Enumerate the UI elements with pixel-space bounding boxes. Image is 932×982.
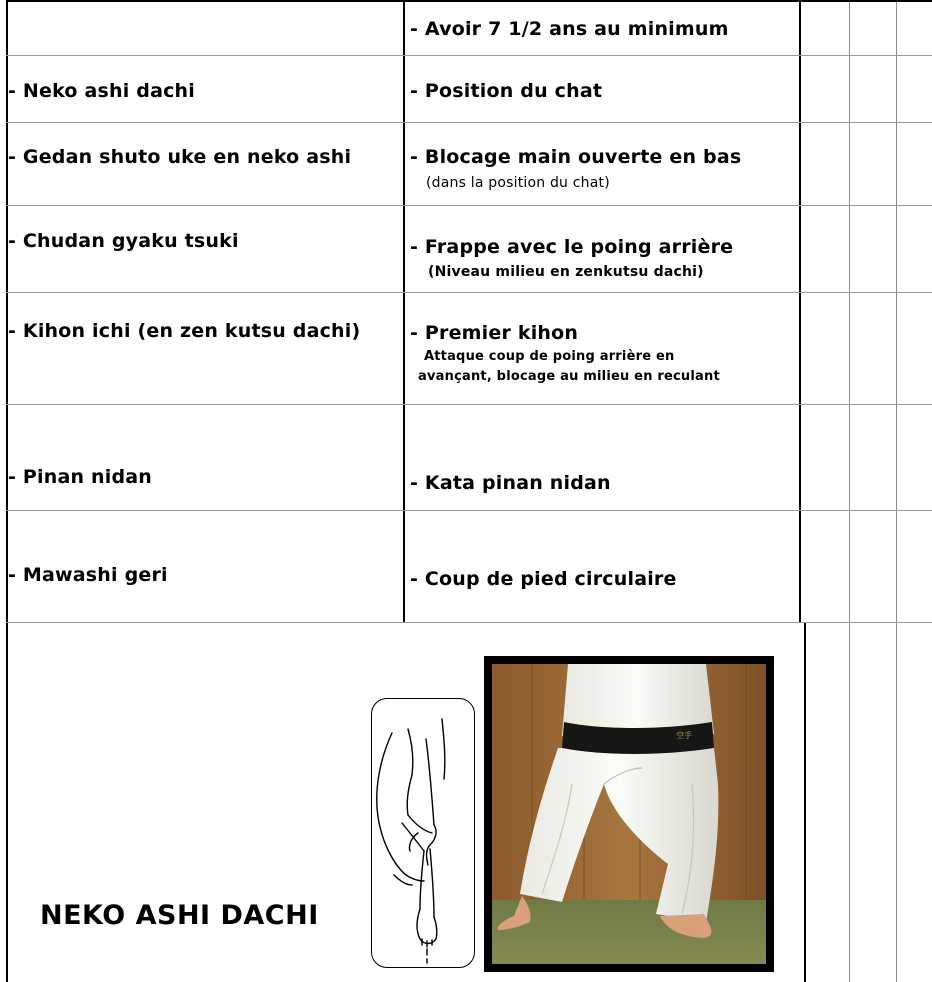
technique-gedan-shuto-uke: - Gedan shuto uke en neko ashi [8,146,352,168]
technique-chudan-gyaku-tsuki: - Chudan gyaku tsuki [8,230,239,252]
translation-kata-pinan-nidan: - Kata pinan nidan [410,472,611,494]
translation-note: (dans la position du chat) [426,175,610,191]
row-border [6,404,932,405]
column-divider-main [403,0,405,622]
column-divider-right [799,0,801,622]
requirement-age: - Avoir 7 1/2 ans au minimum [410,18,729,40]
translation-frappe-poing-arriere: - Frappe avec le poing arrière [410,236,734,258]
translation-blocage-main-ouverte: - Blocage main ouverte en bas [410,146,742,168]
score-column-3 [896,0,897,982]
row-border-top [6,0,932,2]
technique-kihon-ichi: - Kihon ichi (en zen kutsu dachi) [8,320,361,342]
stance-photo-frame [484,656,774,972]
technique-mawashi-geri: - Mawashi geri [8,564,168,586]
score-column-2 [849,0,850,982]
stance-title: NEKO ASHI DACHI [40,900,319,931]
technique-pinan-nidan: - Pinan nidan [8,466,153,488]
row-border [6,622,932,623]
row-border [6,205,932,206]
row-border [6,55,932,56]
karateka-neko-ashi-dachi-photo [492,664,766,964]
technique-neko-ashi-dachi: - Neko ashi dachi [8,80,195,102]
row-border [6,510,932,511]
translation-note: Attaque coup de poing arrière en [424,349,675,364]
row-border [6,292,932,293]
translation-premier-kihon: - Premier kihon [410,322,579,344]
score-column-1 [804,622,806,982]
translation-note: avançant, blocage au milieu en reculant [418,369,720,384]
svg-text:空手: 空手 [676,731,692,740]
foot-stance-sketch-icon [371,698,475,968]
row-border [6,122,932,123]
translation-position-du-chat: - Position du chat [410,80,603,102]
translation-coup-de-pied-circulaire: - Coup de pied circulaire [410,568,677,590]
translation-note: (Niveau milieu en zenkutsu dachi) [428,264,704,280]
